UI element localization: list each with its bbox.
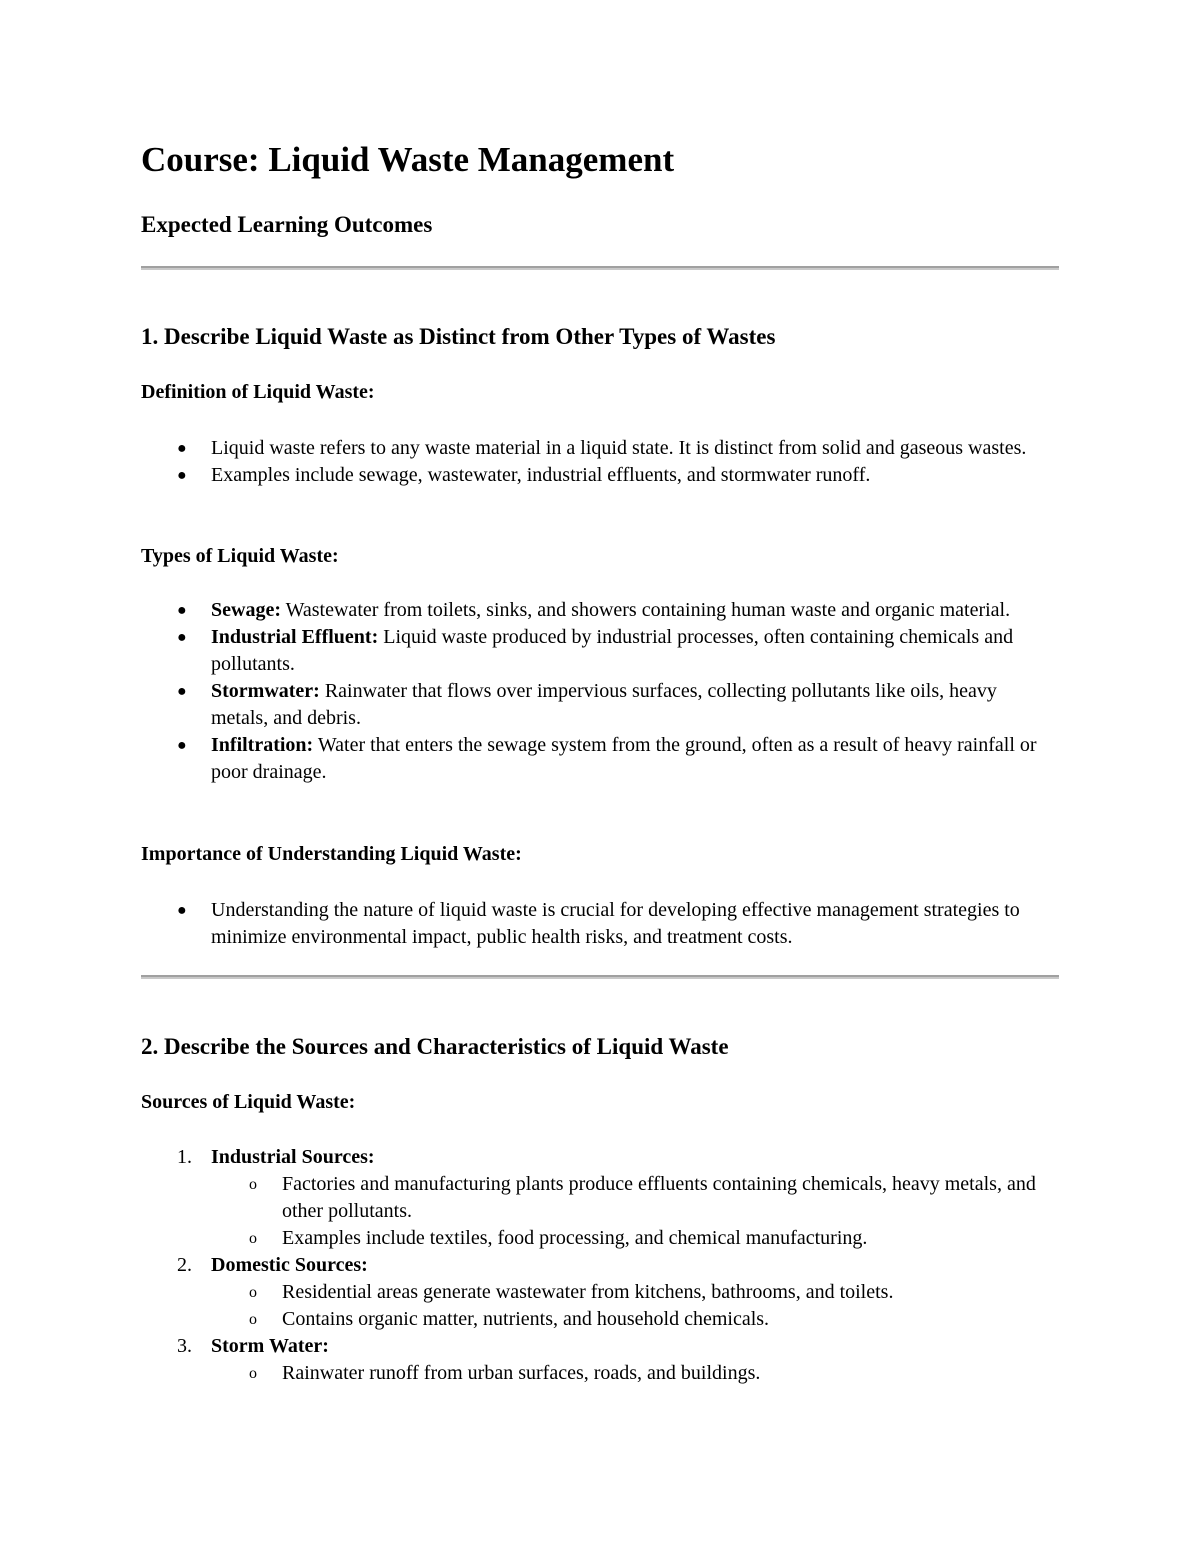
- sources-list: [141, 1144, 1059, 1387]
- list-item: 2. Domestic Sources: o Residential areas generate wastewater from kitchens, bathrooms, and toilets. o Contains organic matter, nutrients, and household chemicals.: [141, 1252, 1059, 1333]
- bullet-icon: ●: [177, 683, 187, 700]
- bullet-icon: ●: [177, 602, 187, 619]
- circle-bullet-icon: o: [249, 1230, 257, 1247]
- term-label: Infiltration:: [211, 734, 314, 756]
- bullet-icon: ●: [177, 467, 187, 484]
- sub-list-item: o Contains organic matter, nutrients, and household chemicals.: [211, 1306, 1059, 1333]
- sub-list-item: o Rainwater runoff from urban surfaces, roads, and buildings.: [211, 1360, 1059, 1387]
- sources-heading: Sources of Liquid Waste:: [141, 1091, 356, 1113]
- sub-list: [211, 1171, 1059, 1252]
- list-item: ● Sewage: Wastewater from toilets, sinks, and showers containing human waste and organic material.: [141, 597, 1059, 624]
- term-label: Storm Water:: [211, 1335, 329, 1357]
- list-item: 3. Storm Water: o Rainwater runoff from urban surfaces, roads, and buildings.: [141, 1333, 1059, 1387]
- page-subtitle: Expected Learning Outcomes: [141, 212, 433, 237]
- definition-heading: Definition of Liquid Waste:: [141, 381, 375, 403]
- circle-bullet-icon: o: [249, 1365, 257, 1382]
- definition-list: [141, 435, 1059, 489]
- page-title: Course: Liquid Waste Management: [141, 140, 675, 179]
- term-label: Sewage:: [211, 599, 281, 621]
- circle-bullet-icon: o: [249, 1176, 257, 1193]
- list-item: ● Examples include sewage, wastewater, industrial effluents, and stormwater runoff.: [141, 462, 1059, 489]
- circle-bullet-icon: o: [249, 1311, 257, 1328]
- types-list: [141, 597, 1059, 786]
- sub-list-item: o Factories and manufacturing plants produce effluents containing chemicals, heavy metals, and other pollutants.: [249, 1173, 1036, 1222]
- horizontal-divider: [141, 266, 1059, 270]
- list-item: ● Infiltration: Water that enters the sewage system from the ground, often as a result of heavy rainfall or poor drainage.: [177, 734, 1037, 783]
- section-2-heading: 2. Describe the Sources and Characteristics of Liquid Waste: [141, 1034, 729, 1059]
- horizontal-divider: [141, 975, 1059, 979]
- term-label: Industrial Sources:: [211, 1146, 375, 1168]
- importance-heading: Importance of Understanding Liquid Waste:: [141, 843, 522, 865]
- term-label: Domestic Sources:: [211, 1254, 368, 1276]
- importance-list: [141, 897, 1059, 951]
- sub-list: [211, 1279, 1059, 1333]
- term-label: Industrial Effluent:: [211, 626, 379, 648]
- list-item: ● Understanding the nature of liquid waste is crucial for developing effective management strategies to minimize environmental impact, public health risks, and treatment costs.: [177, 899, 1020, 948]
- sub-list: [211, 1360, 1059, 1387]
- list-item: ● Stormwater: Rainwater that flows over impervious surfaces, collecting pollutants like oils, heavy metals, and debris.: [177, 680, 997, 729]
- list-item: ● Industrial Effluent: Liquid waste produced by industrial processes, often containing chemicals and pollutants.: [177, 626, 1014, 675]
- list-item: ● Liquid waste refers to any waste material in a liquid state. It is distinct from solid and gaseous wastes.: [141, 435, 1059, 462]
- types-heading: Types of Liquid Waste:: [141, 545, 339, 567]
- list-item: 1. Industrial Sources: o Factories and manufacturing plants produce effluents containing chemicals, heavy metals, and other pollutants. o Examples include textiles, food processing, and chemical manufacturing.: [141, 1144, 1059, 1252]
- bullet-icon: ●: [177, 737, 187, 754]
- bullet-icon: ●: [177, 629, 187, 646]
- sub-list-item: o Residential areas generate wastewater from kitchens, bathrooms, and toilets.: [211, 1279, 1059, 1306]
- sub-list-item: o Examples include textiles, food processing, and chemical manufacturing.: [211, 1225, 1059, 1252]
- term-label: Stormwater:: [211, 680, 320, 702]
- circle-bullet-icon: o: [249, 1284, 257, 1301]
- bullet-icon: ●: [177, 902, 187, 919]
- section-1-heading: 1. Describe Liquid Waste as Distinct from Other Types of Wastes: [141, 324, 776, 349]
- bullet-icon: ●: [177, 440, 187, 457]
